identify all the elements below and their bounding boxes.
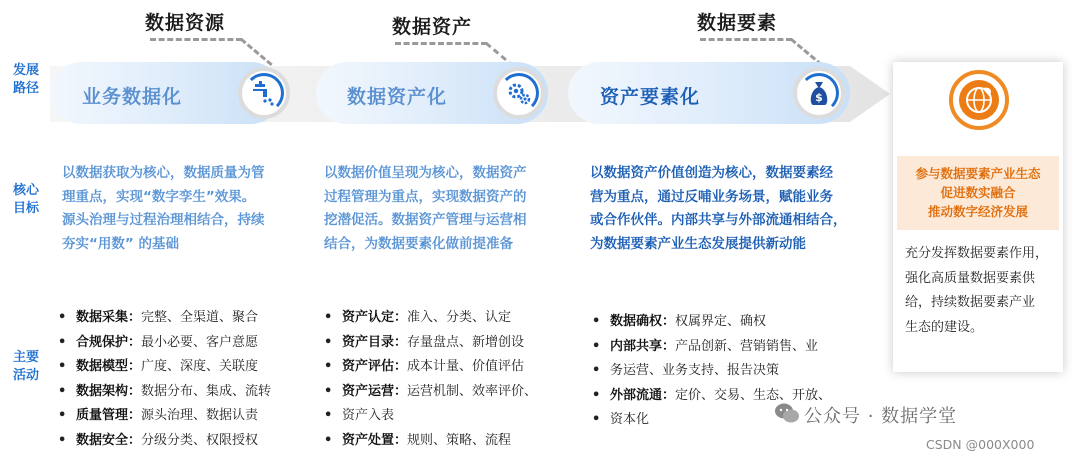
activity-text: 存量盘点、新增创设 (407, 334, 525, 350)
dash-connector-3 (700, 38, 792, 41)
activity-text: 分级分类、权限授权 (141, 432, 259, 448)
activity-key: 资产处置： (342, 432, 408, 448)
activity-item (56, 404, 306, 429)
stage-goal-2-line-3: 挖潜促活。数据资产管理与运营相 (324, 212, 527, 228)
activity-key: 质量管理： (76, 408, 142, 423)
row-label-activities-line2: 活动 (12, 368, 39, 383)
row-label-goal (6, 182, 46, 218)
activity-text: 完整、全渠道、聚合 (141, 310, 259, 325)
stage-goal-1 (62, 162, 312, 256)
activity-item (56, 429, 306, 454)
stage-activities-1 (56, 306, 306, 453)
row-label-path-line2: 路径 (12, 81, 39, 96)
activity-key: 资产运营： (342, 383, 408, 399)
stage-icon-circle-1 (238, 67, 290, 119)
stage-goal-2 (324, 162, 574, 256)
stage-goal-1-line-4: 夯实“用数” 的基础 (62, 235, 179, 252)
activity-text: 资产入表 (342, 408, 395, 423)
stage-header-resource: 数据资源 (145, 12, 226, 34)
activity-key: 合规保护： (76, 334, 142, 350)
activity-item-continuation (322, 404, 572, 429)
globe-leaf-icon (949, 70, 1009, 130)
result-body-line-3: 给，持续数据要素产业 (905, 295, 1036, 310)
row-label-goal-line2: 目标 (12, 201, 39, 216)
activity-item (322, 331, 572, 356)
stage-goal-3-line-2: 营为重点，通过反哺业务场景，赋能业务 (590, 188, 833, 205)
stage-activities-2 (322, 306, 572, 453)
activity-text: 规则、策略、流程 (407, 432, 512, 448)
watermark-sub: CSDN @000X000 (926, 437, 1035, 452)
result-body-line-4: 生态的建设。 (905, 319, 984, 335)
stage-goal-1-line-3: 源头治理与过程治理相结合，持续 (62, 212, 265, 228)
activity-item (56, 331, 306, 356)
wechat-icon (774, 402, 800, 424)
stage-title-3: 资产要素化 (600, 86, 701, 108)
activity-text: 产品创新、营销销售、业 (675, 338, 819, 354)
activity-key: 数据采集： (76, 310, 142, 325)
stage-goal-3-line-4: 为数据要素产业生态发展提供新动能 (590, 235, 806, 252)
activity-text: 运营机制、效率评价、 (407, 383, 538, 399)
row-label-goal-line1: 核心 (12, 183, 39, 198)
stage-goal-3-line-3: 或合作伙伴。内部共享与外部流通相结合， (590, 212, 847, 228)
result-body-line-2: 强化高质量数据要素供 (905, 270, 1036, 286)
activity-key: 数据确权： (610, 314, 676, 329)
activity-item (590, 335, 880, 360)
gears-icon (497, 71, 541, 115)
dash-connector-2 (395, 42, 487, 45)
stage-icon-circle-2 (493, 67, 545, 119)
activity-text: 源头治理、数据认责 (141, 408, 259, 423)
activity-text: 权属界定、确权 (675, 314, 767, 329)
activity-text: 数据分布、集成、流转 (141, 383, 272, 399)
activity-text: 广度、深度、关联度 (141, 359, 259, 374)
stage-goal-2-line-1: 以数据价值呈现为核心，数据资产 (324, 165, 527, 181)
globe-leaf-icon-inner (959, 80, 999, 120)
stage-goal-2-line-2: 过程管理为重点，实现数据资产的 (324, 188, 527, 205)
activity-text: 资本化 (610, 412, 650, 427)
watermark-main: 公众号 · 数据学堂 (804, 406, 958, 427)
row-label-path-line1: 发展 (12, 63, 39, 78)
dash-connector-1 (150, 38, 242, 41)
faucet-icon (242, 71, 286, 115)
stage-title-2: 数据资产化 (347, 86, 448, 108)
result-body-line-1: 充分发挥数据要素作用， (905, 246, 1049, 261)
activity-text: 定价、交易、生态、开放、 (675, 387, 832, 403)
activity-key: 数据安全： (76, 432, 142, 448)
stage-icon-circle-3 (793, 67, 845, 119)
stage-title-1: 业务数据化 (82, 86, 183, 108)
money-bag-icon (797, 71, 841, 115)
activity-item (56, 380, 306, 405)
result-headline-line-2: 促进数实融合 (940, 185, 1016, 200)
result-headline-band (897, 156, 1059, 230)
stage-header-element: 数据要素 (697, 12, 778, 34)
stage-header-asset: 数据资产 (392, 16, 473, 38)
result-box (893, 62, 1063, 372)
activity-key: 资产目录： (342, 334, 408, 350)
stage-goal-1-line-1: 以数据获取为核心，数据质量为管 (62, 165, 265, 181)
stage-goal-2-line-4: 结合，为数据要素化做前提准备 (324, 235, 513, 252)
row-label-activities (6, 349, 46, 385)
stage-goal-1-line-2: 理重点，实现“数字孪生”效果。 (62, 188, 256, 205)
row-label-activities-line1: 主要 (12, 350, 39, 365)
svg-text:$: $ (815, 91, 823, 104)
activity-text: 最小必要、客户意愿 (141, 334, 259, 350)
activity-key: 内部共享： (610, 338, 676, 354)
result-headline-line-3: 推动数字经济发展 (927, 204, 1028, 219)
activity-item (322, 306, 572, 331)
activity-item-continuation (590, 359, 880, 384)
activity-item (322, 355, 572, 380)
activity-key: 资产认定： (342, 310, 408, 325)
activity-item (590, 310, 880, 335)
activity-item (322, 429, 572, 454)
activity-item (56, 306, 306, 331)
activity-key: 资产评估： (342, 359, 408, 374)
activity-item (322, 380, 572, 405)
activity-key: 外部流通： (610, 387, 676, 403)
activity-item (56, 355, 306, 380)
stage-goal-3 (590, 162, 880, 256)
row-label-path (6, 62, 46, 98)
activity-text: 成本计量、价值评估 (407, 359, 525, 374)
result-body (905, 242, 1055, 340)
activity-key: 数据架构： (76, 383, 142, 399)
activity-text: 准入、分类、认定 (407, 310, 512, 325)
result-headline-line-1: 参与数据要素产业生态 (915, 166, 1041, 181)
activity-text: 务运营、业务支持、报告决策 (610, 363, 780, 378)
stage-goal-3-line-1: 以数据资产价值创造为核心，数据要素经 (590, 165, 833, 181)
activity-key: 数据模型： (76, 359, 142, 374)
